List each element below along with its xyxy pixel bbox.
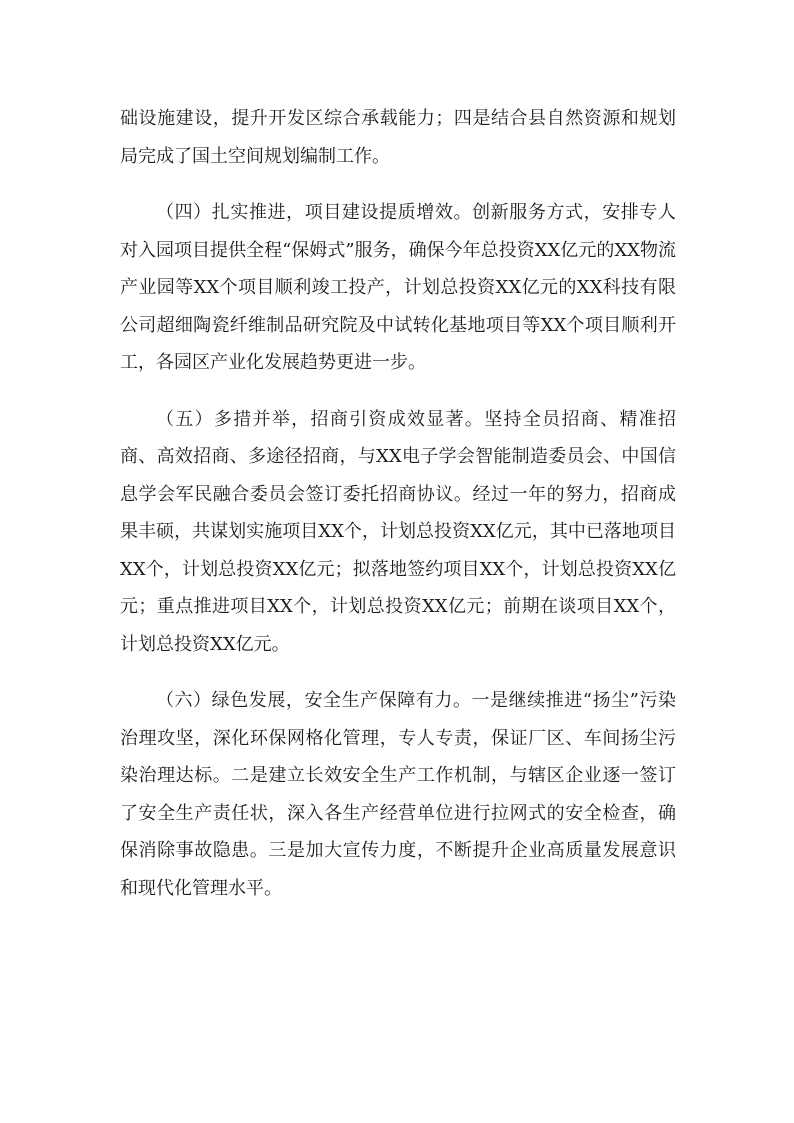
paragraph-project-construction: （四）扎实推进，项目建设提质增效。创新服务方式，安排专人对入园项目提供全程“保姆式”服务，确保今年总投资XX亿元的XX物流产业园等XX个项目顺利竣工投产，计划总投资XX亿元的XX科技有限公司超细陶瓷纤维制品研究院及中试转化基地项目等XX个项目顺利开工，各园区产业化发展趋势更进一步。 [120, 202, 676, 373]
paragraph-gap [120, 175, 676, 194]
paragraph-gap [120, 382, 676, 401]
document-body [120, 100, 676, 907]
paragraph-green-safety: （六）绿色发展，安全生产保障有力。一是继续推进“扬尘”污染治理攻坚，深化环保网格化管理，专人专责，保证厂区、车间扬尘污染治理达标。二是建立长效安全生产工作机制，与辖区企业逐一签订了安全生产责任状，深入各生产经营单位进行拉网式的安全检查，确保消除事故隐患。三是加大宣传力度，不断提升企业高质量发展意识和现代化管理水平。 [120, 690, 676, 899]
paragraph-investment-attraction: （五）多措并举，招商引资成效显著。坚持全员招商、精准招商、高效招商、多途径招商，与XX电子学会智能制造委员会、中国信息学会军民融合委员会签订委托招商协议。经过一年的努力，招商成果丰硕，共谋划实施项目XX个，计划总投资XX亿元，其中已落地项目XX个，计划总投资XX亿元；拟落地签约项目XX个，计划总投资XX亿元；重点推进项目XX个，计划总投资XX亿元；前期在谈项目XX个，计划总投资XX亿元。 [120, 408, 676, 655]
paragraph-continuation: 础设施建设，提升开发区综合承载能力；四是结合县自然资源和规划局完成了国土空间规划编制工作。 [120, 108, 676, 167]
paragraph-gap [120, 663, 676, 682]
